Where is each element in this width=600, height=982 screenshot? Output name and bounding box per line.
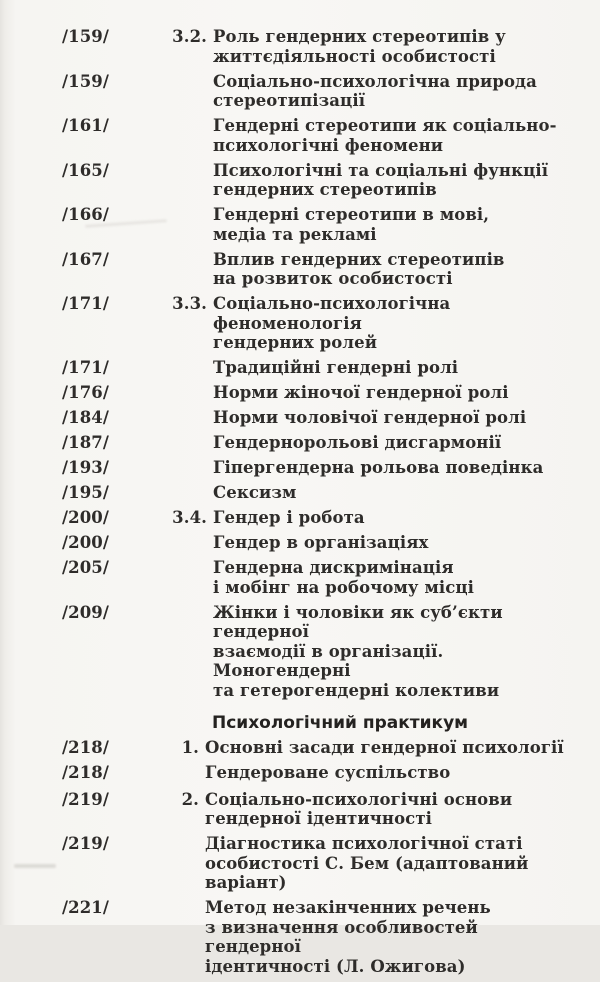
toc-entry bbox=[62, 27, 572, 66]
entry-text: Традиційні гендерні ролі bbox=[213, 358, 459, 377]
entry-text: 3.3. Соціально-психологічна феноменологія гендерних ролей bbox=[172, 294, 451, 352]
toc-entry bbox=[62, 294, 572, 353]
page-number: /165/ bbox=[62, 160, 109, 180]
page-number: /219/ bbox=[62, 789, 109, 809]
page-number: /218/ bbox=[62, 763, 109, 782]
entry-text: 2. Соціально-психологічні основи гендерної ідентичності bbox=[181, 789, 513, 828]
toc-entry bbox=[62, 250, 572, 289]
toc-entry bbox=[62, 898, 572, 976]
entry-text: Метод незакінченних речень з визначення особливостей гендерної ідентичності (Л. Ожигова) bbox=[205, 898, 491, 976]
entry-text: 3.4. Гендер і робота bbox=[172, 508, 365, 527]
page-number: /159/ bbox=[62, 71, 109, 91]
page-number: /176/ bbox=[62, 383, 109, 402]
entry-text: Гендер в організаціях bbox=[213, 533, 429, 552]
entry-text: Гендероване суспільство bbox=[205, 763, 451, 782]
entry-text: Діагностика психологічної статі особистості С. Бем (адаптований варіант) bbox=[205, 834, 529, 892]
toc-entry bbox=[62, 161, 572, 200]
page-number: /219/ bbox=[62, 834, 109, 853]
toc-entry bbox=[62, 205, 572, 244]
page-number: /218/ bbox=[62, 738, 109, 757]
entry-text: Соціально-психологічна природа стереотипізації bbox=[213, 71, 537, 110]
entry-text: Норми жіночої гендерної ролі bbox=[213, 383, 509, 402]
toc-section-chapter-3 bbox=[62, 27, 572, 700]
page-number: /200/ bbox=[62, 508, 109, 527]
entry-text: 1. Основні засади гендерної психології bbox=[181, 738, 564, 757]
page-number: /171/ bbox=[62, 294, 109, 313]
page-number: /184/ bbox=[62, 408, 109, 427]
toc-entry bbox=[62, 483, 572, 503]
page-number: /195/ bbox=[62, 483, 109, 502]
entry-text: Гендерні стереотипи як соціально- психологічні феномени bbox=[213, 116, 557, 155]
entry-number: 2. bbox=[181, 789, 199, 809]
toc-entry bbox=[62, 116, 572, 155]
page-number: /205/ bbox=[62, 558, 109, 577]
entry-number: 3.3. bbox=[172, 294, 207, 313]
toc-section-practicum bbox=[62, 738, 572, 976]
entry-text: Вплив гендерних стереотипів на розвиток особистості bbox=[213, 249, 505, 288]
entry-text: Психологічні та соціальні функції гендерних стереотипів bbox=[213, 160, 549, 199]
toc-entry bbox=[62, 358, 572, 378]
entry-text: Гендерні стереотипи в мові, медіа та рекламі bbox=[213, 205, 490, 244]
toc-entry bbox=[62, 433, 572, 453]
toc-entry bbox=[62, 738, 572, 758]
toc-entry bbox=[62, 603, 572, 701]
page-number: /221/ bbox=[62, 898, 109, 917]
entry-text: Гіпергендерна рольова поведінка bbox=[213, 458, 544, 477]
entry-text: 3.2. Роль гендерних стереотипів у життєдіяльності особистості bbox=[172, 27, 506, 66]
entry-number: 3.4. bbox=[172, 508, 207, 527]
entry-number: 3.2. bbox=[172, 27, 207, 46]
page-number: /159/ bbox=[62, 27, 109, 46]
toc-entry bbox=[62, 763, 572, 783]
entry-text: Гендерна дискримінація і мобінг на робочому місці bbox=[213, 558, 475, 597]
toc-entry bbox=[62, 533, 572, 553]
toc-entry bbox=[62, 790, 572, 829]
toc-entry bbox=[62, 72, 572, 111]
toc-entry bbox=[62, 558, 572, 597]
toc-entry bbox=[62, 383, 572, 403]
toc-entry bbox=[62, 408, 572, 428]
entry-text: Жінки і чоловіки як суб’єкти гендерної взаємодії в організації. Моногендерні та гетерогендерні колективи bbox=[213, 602, 503, 700]
page-number: /200/ bbox=[62, 533, 109, 552]
toc-entry bbox=[62, 834, 572, 893]
toc-entry bbox=[62, 508, 572, 528]
entry-number: 1. bbox=[181, 738, 199, 757]
page-number: /166/ bbox=[62, 205, 109, 224]
toc-entry bbox=[62, 458, 572, 478]
page-number: /171/ bbox=[62, 358, 109, 377]
page-number: /209/ bbox=[62, 602, 109, 622]
page-number: /167/ bbox=[62, 249, 109, 269]
entry-text: Норми чоловічої гендерної ролі bbox=[213, 408, 527, 427]
practicum-heading: Психологічний практикум bbox=[212, 713, 469, 733]
entry-text: Гендернорольові дисгармонії bbox=[213, 433, 502, 452]
entry-text: Сексизм bbox=[213, 483, 297, 502]
page-number: /193/ bbox=[62, 458, 109, 477]
page-number: /161/ bbox=[62, 116, 109, 135]
page-number: /187/ bbox=[62, 433, 109, 452]
